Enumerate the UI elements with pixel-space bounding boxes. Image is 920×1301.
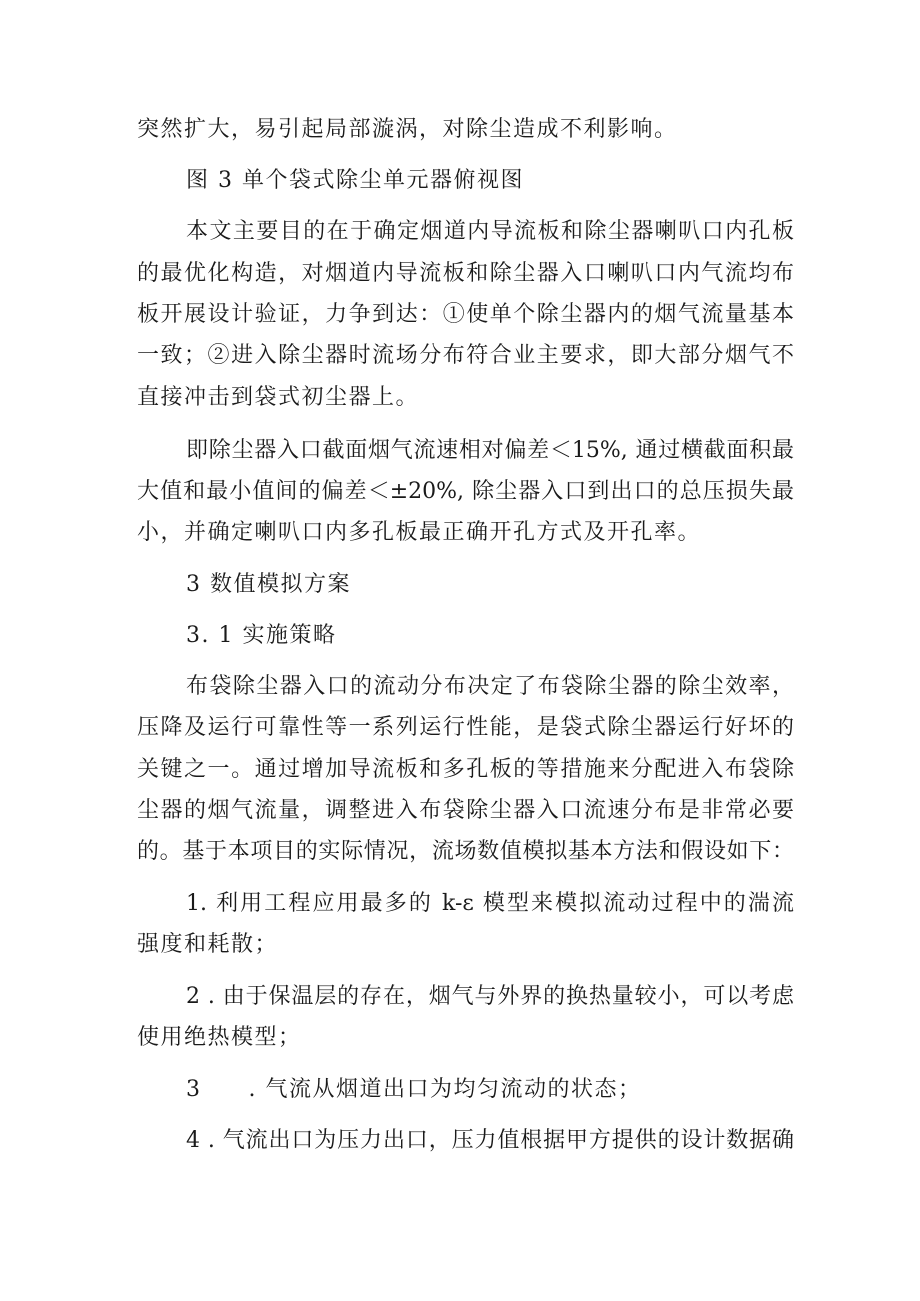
list-item: 3 . 气流从烟道出口为均匀流动的状态； bbox=[186, 1077, 642, 1102]
paragraph-line: 关键之一。通过增加导流板和多孔板的等措施来分配进入布袋除 bbox=[137, 757, 794, 782]
paragraph-line: 直接冲击到袋式初尘器上。 bbox=[137, 385, 420, 410]
figure-caption: 图 3 单个袋式除尘单元器俯视图 bbox=[186, 168, 524, 193]
paragraph-line: 的最优化构造，对烟道内导流板和除尘器入口喇叭口内气流均布 bbox=[137, 261, 794, 286]
list-item: 1. 利用工程应用最多的 k-ε 模型来模拟流动过程中的湍流 bbox=[186, 891, 794, 916]
paragraph-line: 的。基于本项目的实际情况，流场数值模拟基本方法和假设如下： bbox=[137, 839, 794, 864]
paragraph-line: 一致；②进入除尘器时流场分布符合业主要求，即大部分烟气不 bbox=[137, 343, 794, 368]
paragraph-line: 即除尘器入口截面烟气流速相对偏差＜15%, 通过横截面积最 bbox=[186, 438, 794, 463]
paragraph-line: 尘器的烟气流量，调整进入布袋除尘器入口流速分布是非常必要 bbox=[137, 798, 794, 823]
paragraph-line: 压降及运行可靠性等一系列运行性能，是袋式除尘器运行好坏的 bbox=[137, 715, 794, 740]
paragraph-line: 大值和最小值间的偏差＜±20%, 除尘器入口到出口的总压损失最 bbox=[137, 479, 794, 504]
paragraph-line: 突然扩大，易引起局部漩涡，对除尘造成不利影响。 bbox=[137, 117, 678, 142]
paragraph-line: 小，并确定喇叭口内多孔板最正确开孔方式及开孔率。 bbox=[137, 520, 702, 545]
list-item: 2 . 由于保温层的存在，烟气与外界的换热量较小，可以考虑 bbox=[186, 984, 794, 1009]
list-item-continuation: 使用绝热模型； bbox=[137, 1025, 302, 1050]
paragraph-line: 本文主要目的在于确定烟道内导流板和除尘器喇叭口内孔板 bbox=[186, 219, 794, 244]
section-heading: 3 数值模拟方案 bbox=[186, 572, 351, 597]
paragraph-line: 布袋除尘器入口的流动分布决定了布袋除尘器的除尘效率， bbox=[186, 674, 794, 699]
list-item-continuation: 强度和耗散； bbox=[137, 932, 279, 957]
paragraph-line: 板开展设计验证，力争到达：①使单个除尘器内的烟气流量基本 bbox=[137, 302, 794, 327]
subsection-heading: 3. 1 实施策略 bbox=[186, 623, 337, 648]
list-item: 4 . 气流出口为压力出口，压力值根据甲方提供的设计数据确 bbox=[186, 1128, 794, 1153]
